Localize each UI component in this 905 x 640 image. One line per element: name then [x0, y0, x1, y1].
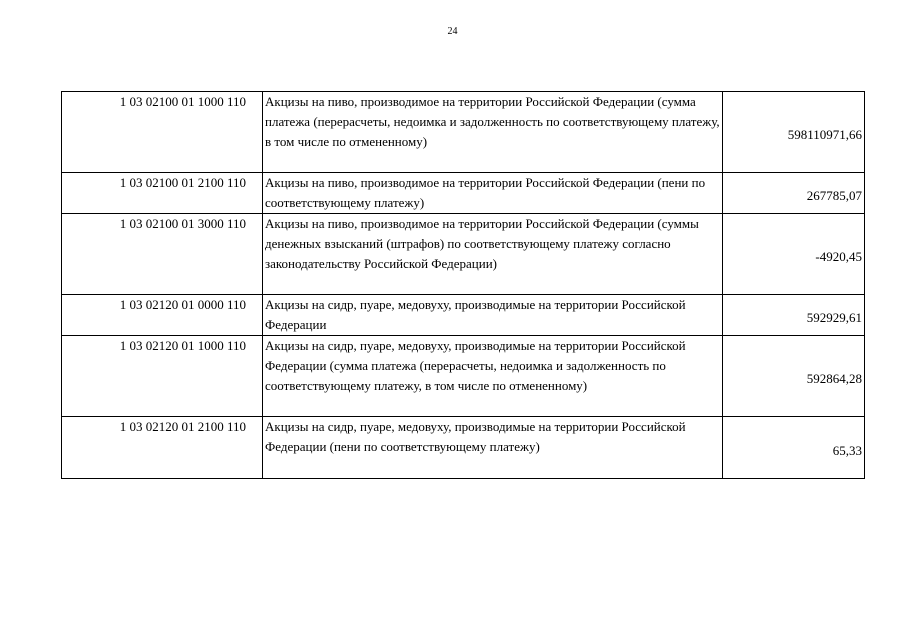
amount-value: 592864,28	[806, 371, 862, 386]
revenue-description: Акцизы на пиво, производимое на территории Российской Федерации (пени по соответствующему платежу)	[263, 173, 723, 214]
amount-value: 267785,07	[806, 188, 862, 203]
revenue-description: Акцизы на пиво, производимое на территории Российской Федерации (сумма платежа (перерасчеты, недоимка и задолженность по соответствующему платежу, в том числе по отмененному)	[263, 92, 723, 173]
budget-code: 1 03 02120 01 2100 110	[62, 417, 263, 479]
budget-revenue-table	[61, 91, 865, 479]
amount-value: 65,33	[832, 442, 862, 458]
amount-cell	[723, 417, 865, 479]
table-row	[62, 336, 865, 417]
amount-cell	[723, 295, 865, 336]
budget-code: 1 03 02120 01 0000 110	[62, 295, 263, 336]
budget-code: 1 03 02100 01 2100 110	[62, 173, 263, 214]
amount-cell	[723, 173, 865, 214]
table-row	[62, 214, 865, 295]
amount-value: 592929,61	[806, 310, 862, 325]
budget-code: 1 03 02100 01 3000 110	[62, 214, 263, 295]
revenue-description: Акцизы на сидр, пуаре, медовуху, производимые на территории Российской Федерации (сумма платежа (перерасчеты, недоимка и задолженность по соответствующему платежу, в том числе по отмененному)	[263, 336, 723, 417]
budget-code: 1 03 02100 01 1000 110	[62, 92, 263, 173]
amount-value: -4920,45	[815, 249, 862, 264]
table-row	[62, 295, 865, 336]
budget-code: 1 03 02120 01 1000 110	[62, 336, 263, 417]
table-row	[62, 92, 865, 173]
amount-cell	[723, 214, 865, 295]
page-number: 24	[447, 26, 458, 37]
revenue-description: Акцизы на пиво, производимое на территории Российской Федерации (суммы денежных взысканий (штрафов) по соответствующему платежу согласно законодательству Российской Федерации)	[263, 214, 723, 295]
amount-value: 598110971,66	[787, 127, 862, 142]
revenue-description: Акцизы на сидр, пуаре, медовуху, производимые на территории Российской Федерации (пени по соответствующему платежу)	[263, 417, 723, 479]
amount-cell	[723, 336, 865, 417]
revenue-description: Акцизы на сидр, пуаре, медовуху, производимые на территории Российской Федерации	[263, 295, 723, 336]
amount-cell	[723, 92, 865, 173]
table-row	[62, 417, 865, 479]
table-row	[62, 173, 865, 214]
